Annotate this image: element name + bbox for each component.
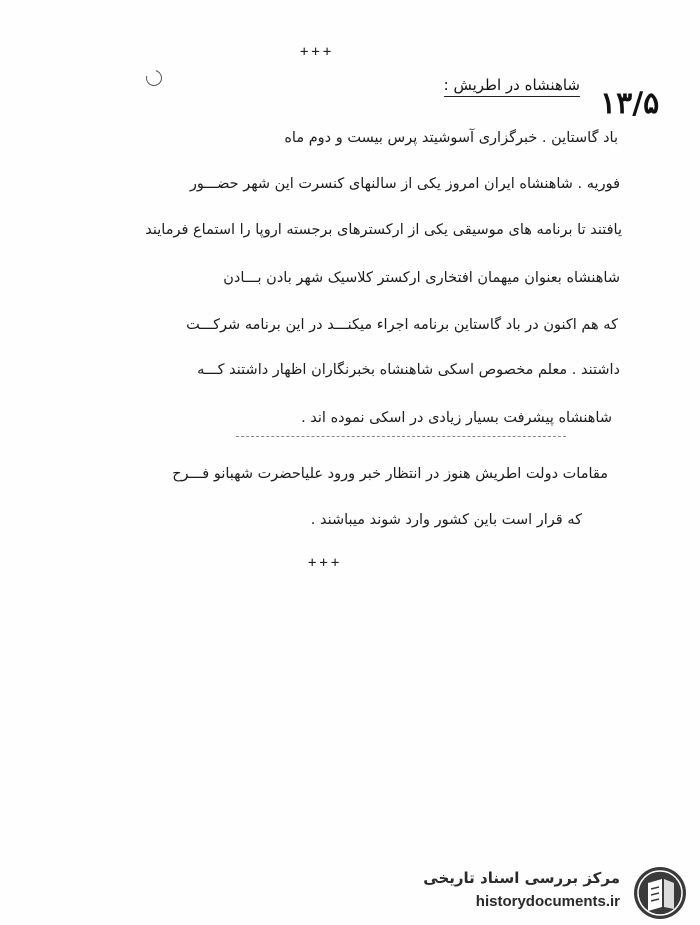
body-line: شاهنشاه بعنوان میهمان افتخاری ارکستر کلاسیک شهر بادن بـــادن [223,270,620,286]
body-line: که قرار است باین کشور وارد شوند میباشند . [310,512,582,528]
body-line: یافتند تا برنامه های موسیقی یکی از ارکسترهای برجسته اروپا را استماع فرمایند [145,222,622,238]
separator-bottom: +++ [308,555,343,571]
body-line: باد گاستاین . خبرگزاری آسوشیتد پرس بیست و دوم ماه [284,130,618,146]
faint-divider [236,436,566,437]
body-line: فوریه . شاهنشاه ایران امروز یکی از سالنهای کنسرت این شهر حضـــور [189,176,620,192]
body-line: مقامات دولت اطریش هنوز در انتظار خبر ورود علیاحضرت شهبانو فـــرح [172,466,608,482]
archive-logo-icon [632,865,688,921]
punch-hole-mark [143,67,165,89]
page-number: ۱۳/۵ [600,86,660,121]
watermark-title: مرکز بررسی اسناد تاریخی [423,869,620,887]
separator-top: +++ [300,44,335,60]
watermark-url: historydocuments.ir [475,893,620,910]
body-line: شاهنشاه پیشرفت بسیار زیادی در اسکی نموده اند . [301,410,612,426]
body-line: داشتند . معلم مخصوص اسکی شاهنشاه بخبرنگاران اظهار داشتند کـــه [197,362,620,378]
body-line: که هم اکنون در باد گاستاین برنامه اجراء میکنـــد در این برنامه شرکـــت [186,317,618,333]
document-heading: شاهنشاه در اطریش : [444,76,580,97]
watermark [412,865,692,920]
